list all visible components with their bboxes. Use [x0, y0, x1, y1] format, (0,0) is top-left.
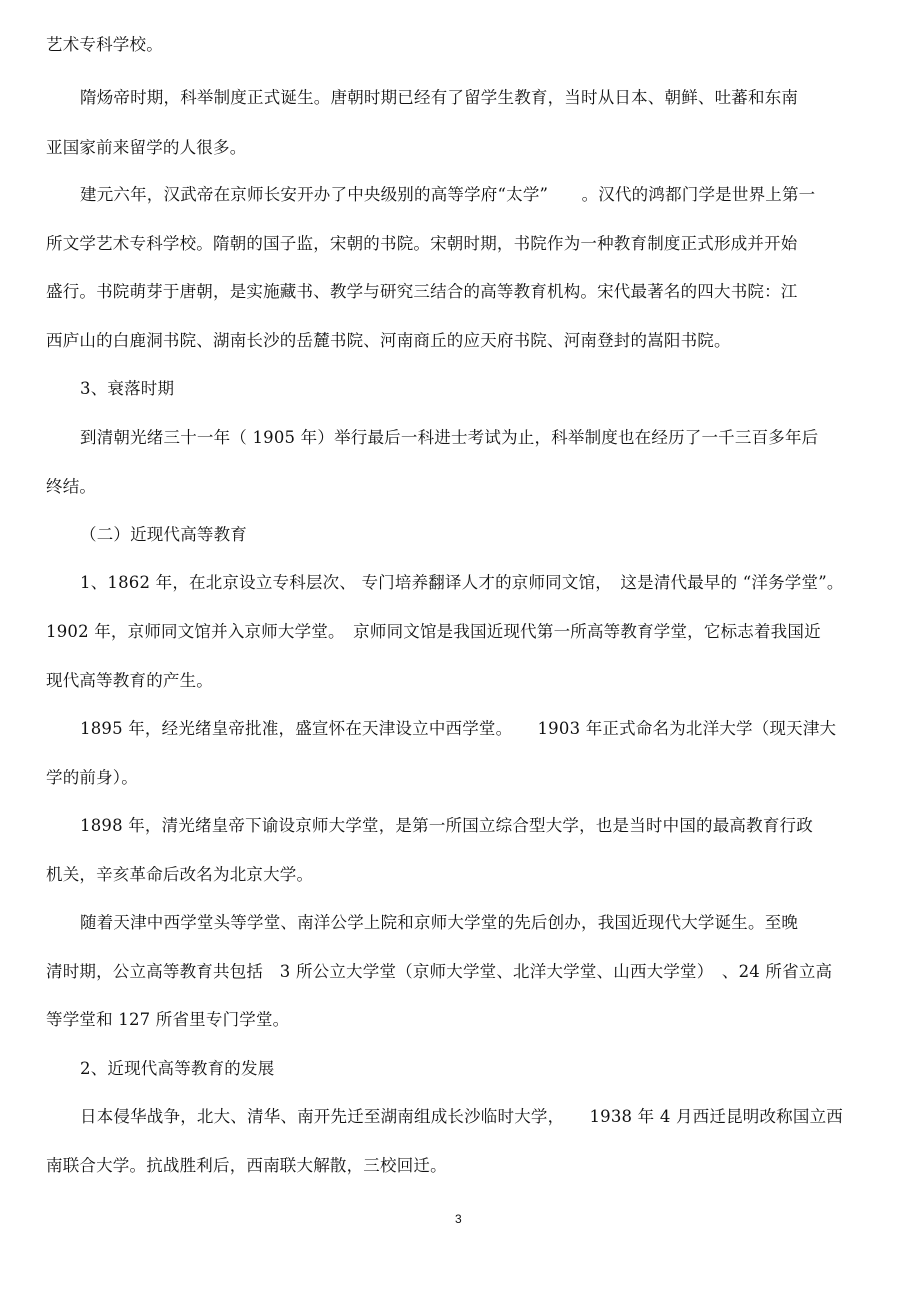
paragraph-line: 随着天津中西学堂头等学堂、南洋公学上院和京师大学堂的先后创办，我国近现代大学诞生。至晚	[80, 913, 799, 932]
paragraph-line: 学的前身）。	[46, 768, 138, 787]
paragraph-line: 建元六年，汉武帝在京师长安开办了中央级别的高等学府“太学” 。汉代的鸿都门学是世界上第一	[80, 185, 816, 204]
paragraph-line: 清时期，公立高等教育共包括 3 所公立大学堂（京师大学堂、北洋大学堂、山西大学堂） 、24 所省立高	[46, 962, 833, 981]
paragraph-line: 艺术专科学校。	[46, 35, 163, 54]
paragraph-line: 等学堂和 127 所省里专门学堂。	[46, 1010, 290, 1029]
paragraph-line: 所文学艺术专科学校。隋朝的国子监，宋朝的书院。宋朝时期，书院作为一种教育制度正式形成并开始	[46, 234, 798, 253]
paragraph-line: 1895 年，经光绪皇帝批准，盛宣怀在天津设立中西学堂。 1903 年正式命名为北洋大学（现天津大	[80, 719, 837, 738]
paragraph-line: 亚国家前来留学的人很多。	[46, 138, 247, 157]
section-heading: 2、近现代高等教育的发展	[80, 1059, 275, 1078]
paragraph-line: 日本侵华战争，北大、清华、南开先迁至湖南组成长沙临时大学， 1938 年 4 月西迁昆明改称国立西	[80, 1107, 843, 1126]
paragraph-line: 终结。	[46, 477, 97, 496]
paragraph-line: 1898 年，清光绪皇帝下谕设京师大学堂，是第一所国立综合型大学，也是当时中国的最高教育行政	[80, 816, 813, 835]
paragraph-line: 到清朝光绪三十一年（ 1905 年）举行最后一科进士考试为止，科举制度也在经历了一千三百多年后	[80, 428, 819, 447]
paragraph-line: 现代高等教育的产生。	[46, 671, 213, 690]
section-heading: （二）近现代高等教育	[80, 525, 247, 544]
page-number: 3	[455, 1212, 462, 1226]
section-heading: 3、衰落时期	[80, 379, 175, 398]
paragraph-line: 南联合大学。抗战胜利后，西南联大解散，三校回迁。	[46, 1156, 447, 1175]
paragraph-line: 西庐山的白鹿洞书院、湖南长沙的岳麓书院、河南商丘的应天府书院、河南登封的嵩阳书院。	[46, 331, 731, 350]
paragraph-line: 1、1862 年，在北京设立专科层次、 专门培养翻译人才的京师同文馆， 这是清代最早的 “洋务学堂”。	[80, 573, 844, 592]
paragraph-line: 1902 年，京师同文馆并入京师大学堂。 京师同文馆是我国近现代第一所高等教育学堂，它标志着我国近	[46, 622, 821, 641]
paragraph-line: 盛行。书院萌芽于唐朝，是实施藏书、教学与研究三结合的高等教育机构。宋代最著名的四大书院：江	[46, 282, 798, 301]
paragraph-line: 机关，辛亥革命后改名为北京大学。	[46, 865, 314, 884]
paragraph-line: 隋炀帝时期，科举制度正式诞生。唐朝时期已经有了留学生教育，当时从日本、朝鲜、吐蕃和东南	[80, 88, 799, 107]
